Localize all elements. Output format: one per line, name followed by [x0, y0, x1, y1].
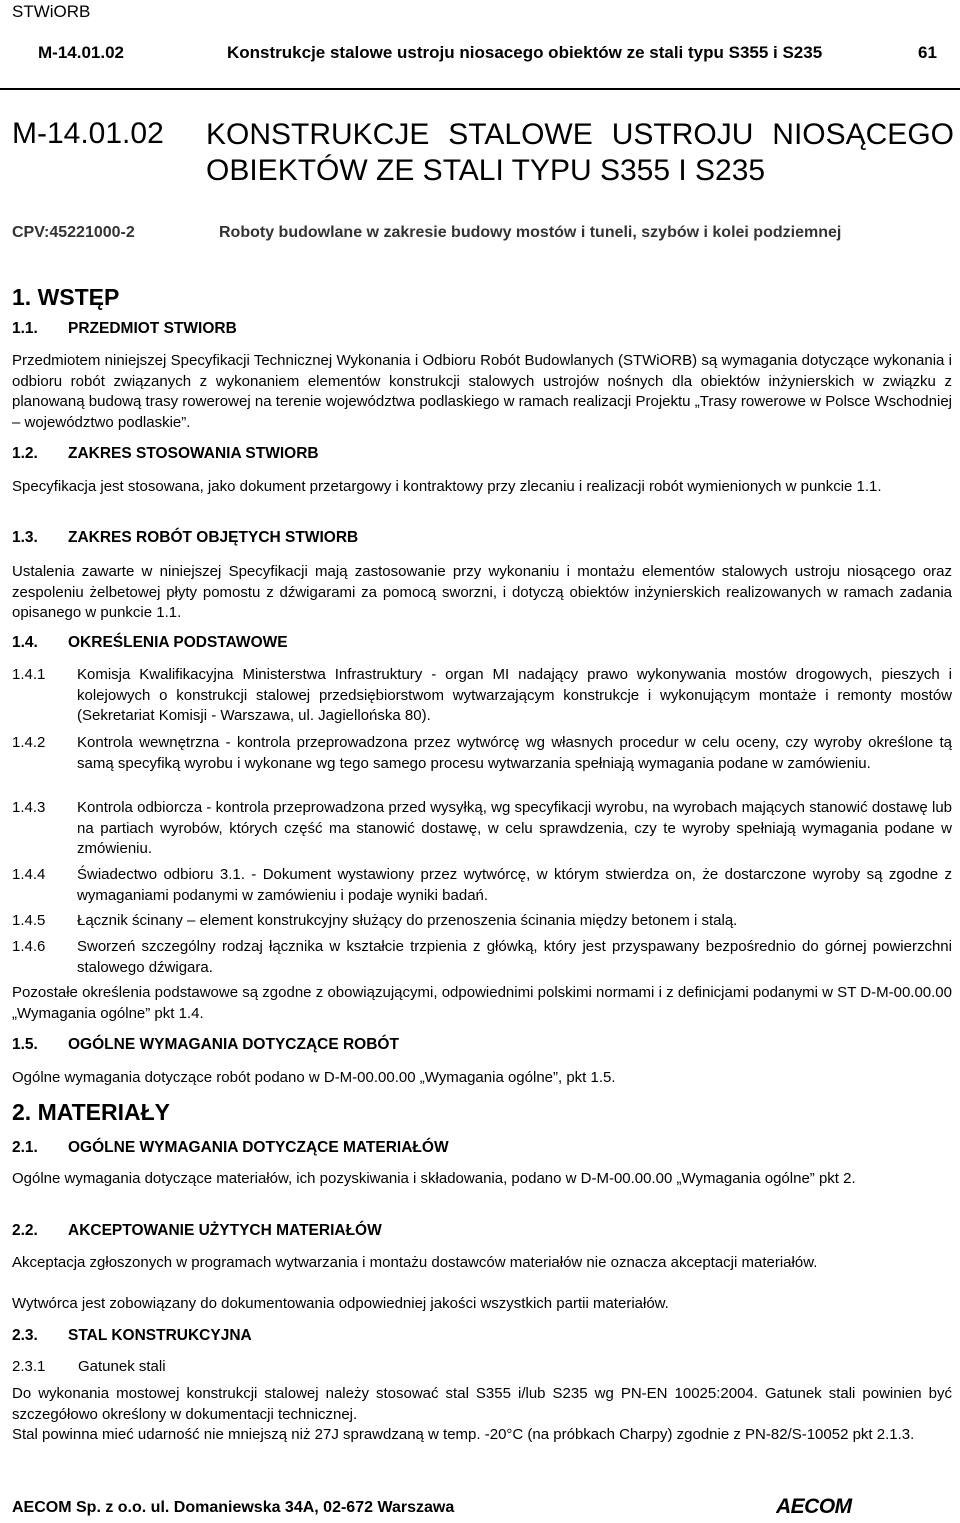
definition-number: 1.4.1: [12, 666, 46, 683]
heading-number: 1.3.: [12, 529, 38, 546]
cpv-description: Roboty budowlane w zakresie budowy mostów i tuneli, szybów i kolei podziemnej: [219, 224, 842, 241]
paragraph-2-1: Ogólne wymagania dotyczące materiałów, ich pozyskiwania i składowania, podano w D-M-00.00.00 „Wymagania ogólne” pkt 2.: [12, 1170, 856, 1187]
subsection-heading-1-5: [12, 1036, 399, 1054]
heading-title: OKREŚLENIA PODSTAWOWE: [68, 634, 288, 651]
paragraph-1-4-tail: Pozostałe określenia podstawowe są zgodne z obowiązującymi, odpowiednimi polskimi normami i z definicjami podanymi w ST D-M-00.00.00 „Wymagania ogólne” pkt 1.4.: [12, 984, 952, 1022]
definition-item: [12, 865, 952, 906]
subsection-heading-1-2: [12, 445, 319, 463]
heading-title: PRZEDMIOT STWIORB: [68, 320, 237, 337]
paragraph-1-2: Specyfikacja jest stosowana, jako dokument przetargowy i kontraktowy przy zlecaniu i realizacji robót wymienionych w punkcie 1.1.: [12, 478, 882, 495]
subsection-heading-1-1: [12, 320, 237, 338]
cpv-code: CPV:45221000-2: [12, 224, 135, 241]
heading-number: 1.5.: [12, 1036, 38, 1053]
subsection-heading-2-3-1: [12, 1358, 166, 1375]
heading-title: Gatunek stali: [78, 1358, 166, 1375]
paragraph-1-5: Ogólne wymagania dotyczące robót podano w D-M-00.00.00 „Wymagania ogólne”, pkt 1.5.: [12, 1069, 616, 1086]
subsection-heading-2-1: [12, 1139, 449, 1157]
document-label: STWiORB: [12, 2, 91, 21]
header-divider: [0, 88, 960, 90]
heading-title: STAL KONSTRUKCYJNA: [68, 1327, 252, 1344]
definition-number: 1.4.2: [12, 734, 46, 751]
heading-number: 2.3.: [12, 1327, 38, 1344]
heading-title: OGÓLNE WYMAGANIA DOTYCZĄCE MATERIAŁÓW: [68, 1139, 449, 1156]
definition-number: 1.4.4: [12, 866, 46, 883]
heading-number: 1.4.: [12, 634, 38, 651]
heading-title: ZAKRES ROBÓT OBJĘTYCH STWIORB: [68, 529, 359, 546]
heading-number: 1.1.: [12, 320, 38, 337]
heading-title: AKCEPTOWANIE UŻYTYCH MATERIAŁÓW: [68, 1222, 382, 1239]
definition-text: Świadectwo odbioru 3.1. - Dokument wystawiony przez wytwórcę, w którym stwierdza on, że dostarczone wyroby są zgodne z wymaganiami podanymi w zamówieniu i podaje wyniki badań.: [77, 866, 952, 904]
definition-item: [12, 911, 952, 932]
paragraph-1-3: Ustalenia zawarte w niniejszej Specyfikacji mają zastosowanie przy wykonaniu i montażu elementów stalowych ustroju niosącego oraz zespoleniu żelbetowej płyty pomostu z dźwigarami za pomocą sworzni, i dotyczą obiektów inżynierskich realizowanych w ramach zadania opisanego w punkcie 1.1.: [12, 563, 952, 622]
heading-number: 2.2.: [12, 1222, 38, 1239]
header-title: Konstrukcje stalowe ustroju niosacego obiektów ze stali typu S355 i S235: [227, 43, 823, 62]
definition-number: 1.4.6: [12, 938, 46, 955]
section-heading-2: 2. MATERIAŁY: [12, 1099, 171, 1125]
aecom-logo: [776, 1494, 886, 1516]
definition-item: [12, 798, 952, 860]
spec-title-line2: OBIEKTÓW ZE STALI TYPU S355 I S235: [206, 154, 766, 187]
paragraph-1-1: Przedmiotem niniejszej Specyfikacji Technicznej Wykonania i Odbioru Robót Budowlanych (STWiORB) są wymagania dotyczące wykonania i odbioru robót związanych z wykonaniem elementów konstrukcji stalowych ustrojów nośnych dla obiektów inżynierskich w związku z planowaną budową trasy rowerowej na terenie województwa podlaskiego w ramach realizacji Projektu „Trasy rowerowe w Polsce Wschodniej – województwo podlaskie”.: [12, 352, 952, 431]
paragraph-2-2a: Akceptacja zgłoszonych w programach wytwarzania i montażu dostawców materiałów nie oznacza akceptacji materiałów.: [12, 1254, 818, 1271]
header-code: M-14.01.02: [38, 43, 124, 62]
heading-number: 2.1.: [12, 1139, 38, 1156]
definition-number: 1.4.3: [12, 799, 46, 816]
section-heading-1: 1. WSTĘP: [12, 284, 120, 310]
heading-number: 2.3.1: [12, 1358, 46, 1375]
spec-title-line1: KONSTRUKCJE STALOWE USTROJU NIOSĄCEGO: [206, 118, 954, 151]
definition-text: Kontrola wewnętrzna - kontrola przeprowadzona przez wytwórcę wg własnych procedur w celu oceny, czy wyroby określone tą samą specyfiką wyrobu i wykonane wg tego samego procesu wytwarzania spełniają wymagania podane w zamówieniu.: [77, 734, 952, 772]
definition-item: [12, 733, 952, 774]
definition-text: Kontrola odbiorcza - kontrola przeprowadzona przed wysyłką, wg specyfikacji wyrobu, na wyrobach mających stanowić dostawę lub na partiach wyrobów, których część ma stanowić dostawę, w celu sprawdzenia, czy te wyroby spełniają wymagania podane w zmówieniu.: [77, 799, 952, 858]
definition-item: [12, 937, 952, 978]
definition-text: Sworzeń szczególny rodzaj łącznika w kształcie trzpienia z główką, który jest przyspawany bezpośrednio do górnej powierzchni stalowego dźwigara.: [77, 938, 952, 976]
footer-address: AECOM Sp. z o.o. ul. Domaniewska 34A, 02-672 Warszawa: [12, 1499, 455, 1516]
definition-text: Łącznik ścinany – element konstrukcyjny służący do przenoszenia ścinania między betonem i stalą.: [77, 912, 738, 929]
logo-text: AECOM: [776, 1495, 852, 1516]
page-number: 61: [918, 43, 937, 62]
spec-code: M-14.01.02: [12, 117, 164, 150]
paragraph-2-2b: Wytwórca jest zobowiązany do dokumentowania odpowiedniej jakości wszystkich partii materiałów.: [12, 1295, 669, 1312]
paragraph-2-3-1a: Do wykonania mostowej konstrukcji stalowej należy stosować stal S355 i/lub S235 wg PN-EN 10025:2004. Gatunek stali powinien być szczegółowo określony w dokumentacji technicznej.: [12, 1385, 952, 1423]
spec-title: [206, 117, 954, 189]
subsection-heading-2-3: [12, 1327, 252, 1345]
subsection-heading-1-4: [12, 634, 288, 652]
heading-title: ZAKRES STOSOWANIA STWIORB: [68, 445, 319, 462]
definition-item: [12, 665, 952, 727]
definition-text: Komisja Kwalifikacyjna Ministerstwa Infrastruktury - organ MI nadający prawo wykonywania mostów drogowych, pieszych i kolejowych o konstrukcji stalowej przedsiębiorstwom wytwarzającym konstrukcje i wykonującym montaże i remonty mostów (Sekretariat Komisji - Warszawa, ul. Jagiellońska 80).: [77, 666, 952, 725]
heading-number: 1.2.: [12, 445, 38, 462]
heading-title: OGÓLNE WYMAGANIA DOTYCZĄCE ROBÓT: [68, 1036, 399, 1053]
paragraph-2-3-1b: Stal powinna mieć udarność nie mniejszą niż 27J sprawdzaną w temp. -20°C (na próbkach Charpy) zgodnie z PN-82/S-10052 pkt 2.1.3.: [12, 1426, 915, 1443]
subsection-heading-2-2: [12, 1222, 382, 1240]
subsection-heading-1-3: [12, 529, 358, 547]
definition-number: 1.4.5: [12, 912, 46, 929]
